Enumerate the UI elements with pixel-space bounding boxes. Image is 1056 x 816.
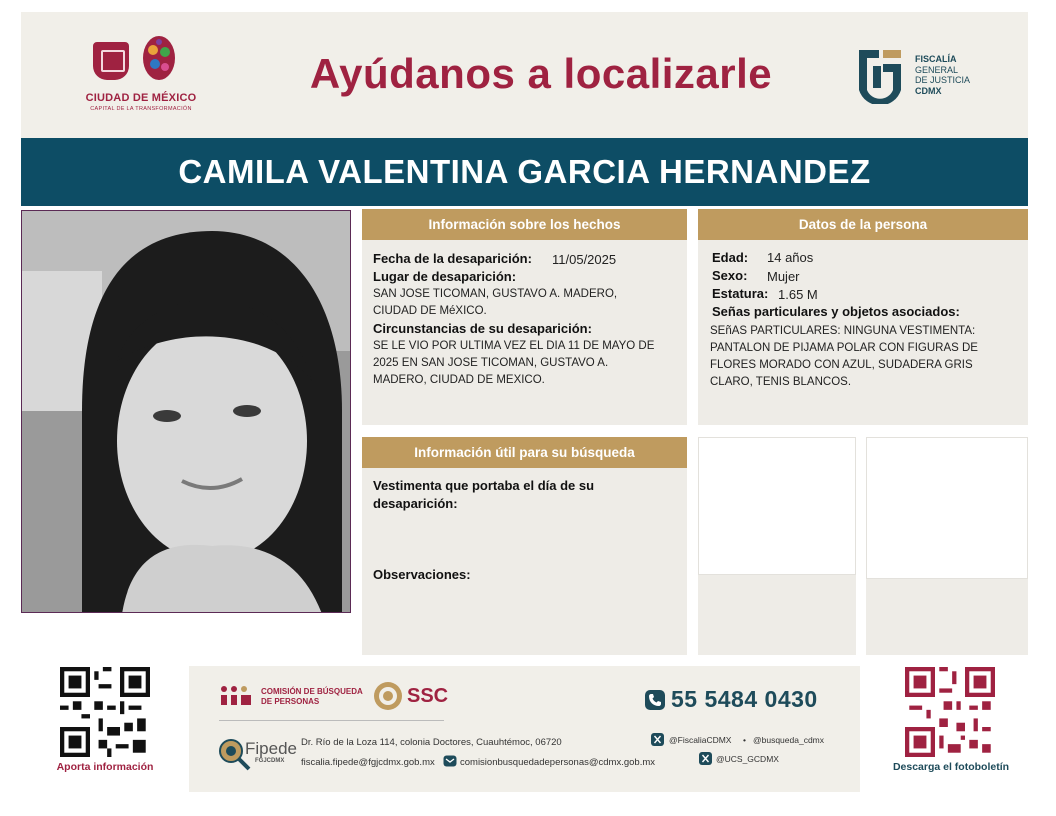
- sex-label: Sexo:: [712, 268, 748, 283]
- circumstances-value-2: 2025 EN SAN JOSE TICOMAN, GUSTAVO A.: [373, 357, 609, 369]
- marks-label: Señas particulares y objetos asociados:: [712, 304, 960, 319]
- clothing-label-2: desaparición:: [373, 496, 458, 511]
- fipede-name: Fipede: [245, 739, 297, 758]
- qr-download-caption: Descarga el fotoboletín: [892, 761, 1010, 773]
- extra-photo-2: [866, 437, 1028, 579]
- fipede-sub: FGJCDMX: [255, 758, 285, 764]
- date-value: 11/05/2025: [552, 252, 617, 267]
- age-value: 14 años: [767, 250, 814, 265]
- facts-heading: Información sobre los hechos: [362, 209, 687, 240]
- clothing-label-1: Vestimenta que portaba el día de su: [373, 478, 595, 493]
- x-social-icon: [651, 733, 664, 746]
- phone-icon: [645, 690, 665, 710]
- email-comision[interactable]: comisionbusquedadepersonas@cdmx.gob.mx: [460, 757, 656, 768]
- qr-code-download-icon[interactable]: [905, 667, 995, 757]
- fgj-line1: FISCALÍA: [915, 54, 957, 64]
- cdmx-logo-subtitle: CAPITAL DE LA TRANSFORMACIÓN: [90, 106, 192, 112]
- phone-number[interactable]: 55 5484 0430: [671, 686, 818, 712]
- cdmx-flower-icon: [139, 34, 179, 82]
- circumstances-label: Circunstancias de su desaparición:: [373, 321, 592, 336]
- extra-photo-1: [698, 437, 856, 575]
- footer-divider: [219, 720, 444, 721]
- comision-busqueda-icon: [219, 685, 255, 707]
- observations-label: Observaciones:: [373, 567, 471, 582]
- x-social-icon-2: [699, 752, 712, 765]
- marks-value-3: FLORES MORADO CON AZUL, SUDADERA GRIS: [710, 359, 973, 371]
- social-ucs[interactable]: @UCS_GCDMX: [716, 754, 779, 764]
- fgj-line4: CDMX: [915, 85, 942, 96]
- header: [21, 12, 1028, 138]
- sex-value: Mujer: [767, 269, 800, 284]
- marks-value-4: CLARO, TENIS BLANCOS.: [710, 376, 852, 388]
- comision-busqueda-name: [261, 687, 363, 707]
- comision-line1: COMISIÓN DE BÚSQUEDA: [261, 687, 363, 696]
- social-fiscalia[interactable]: @FiscaliaCDMX: [669, 735, 732, 745]
- place-label: Lugar de desaparición:: [373, 269, 517, 284]
- ssc-label: SSC: [407, 685, 449, 707]
- marks-value-2: PANTALON DE PIJAMA POLAR CON FIGURAS DE: [710, 342, 978, 354]
- email-icon: [443, 755, 457, 767]
- height-value: 1.65 M: [778, 287, 818, 302]
- useful-info-heading: Información útil para su búsqueda: [362, 437, 687, 468]
- person-heading: Datos de la persona: [698, 209, 1028, 240]
- place-value-2: CIUDAD DE MéXICO.: [373, 305, 487, 317]
- circumstances-value-1: SE LE VIO POR ULTIMA VEZ EL DIA 11 DE MAYO DE: [373, 340, 655, 352]
- person-panel: [698, 209, 1028, 425]
- comision-line2: DE PERSONAS: [261, 697, 320, 706]
- person-photo: [21, 210, 351, 613]
- cdmx-shield-icon: [93, 42, 129, 80]
- age-label: Edad:: [712, 250, 749, 265]
- cdmx-logo: [81, 32, 201, 132]
- page-title: Ayúdanos a localizarle: [309, 50, 773, 97]
- person-name: CAMILA VALENTINA GARCIA HERNANDEZ: [21, 138, 1028, 206]
- fgj-mark-icon: [853, 44, 907, 104]
- fgj-logo-text: [915, 54, 970, 96]
- qr-report-caption: Aporta información: [56, 761, 154, 773]
- place-value-1: SAN JOSE TICOMAN, GUSTAVO A. MADERO,: [373, 288, 618, 300]
- marks-value-1: SEñAS PARTICULARES: NINGUNA VESTIMENTA:: [710, 325, 976, 337]
- social-busqueda[interactable]: @busqueda_cdmx: [753, 735, 825, 745]
- qr-code-report-icon[interactable]: [60, 667, 150, 757]
- circumstances-value-3: MADERO, CIUDAD DE MEXICO.: [373, 374, 545, 386]
- person-photo-image: [22, 211, 351, 613]
- extra-photo-slot-1: [698, 437, 856, 655]
- useful-info-panel: [362, 437, 687, 655]
- ssc-seal-icon: [373, 681, 403, 711]
- facts-panel: [362, 209, 687, 425]
- height-label: Estatura:: [712, 286, 769, 301]
- fgj-logo: [853, 44, 1003, 114]
- fgj-line2: GENERAL: [915, 64, 959, 75]
- cdmx-logo-name: CIUDAD DE MÉXICO: [85, 92, 197, 104]
- social-separator: •: [743, 735, 746, 745]
- footer-contact-band: [189, 666, 860, 792]
- date-label: Fecha de la desaparición:: [373, 251, 532, 266]
- fgj-line3: DE JUSTICIA: [915, 75, 971, 85]
- address-text: Dr. Río de la Loza 114, colonia Doctores, Cuauhtémoc, 06720: [301, 737, 562, 748]
- email-fipede[interactable]: fiscalia.fipede@fgjcdmx.gob.mx: [301, 757, 435, 768]
- extra-photo-slot-2: [866, 437, 1028, 655]
